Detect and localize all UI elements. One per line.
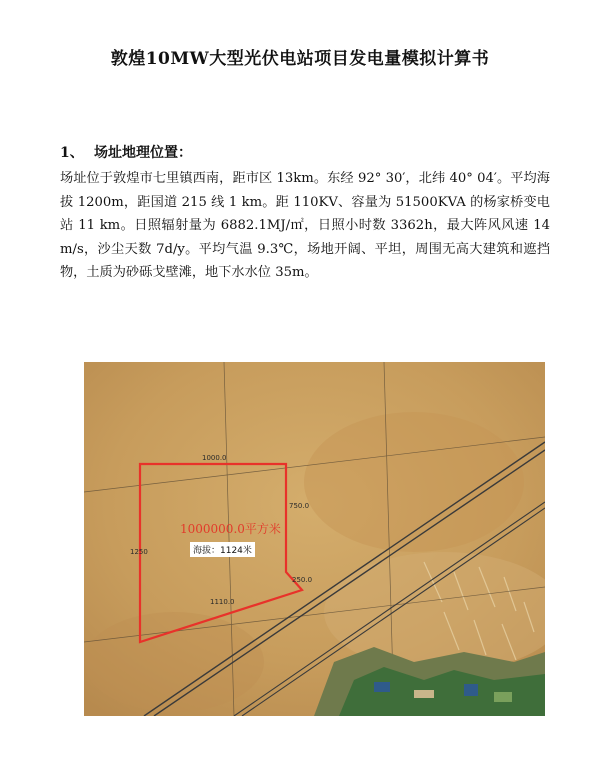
dimension-top: 1000.0	[202, 454, 227, 462]
page-title: 敦煌10MW大型光伏电站项目发电量模拟计算书	[110, 49, 490, 69]
site-description-paragraph: 场址位于敦煌市七里镇西南，距市区 13km。东经 92° 30′，北纬 40° 04′。平均海拔 1200m，距国道 215 线 1 km。距 110KV、容量为 51500KVA 的杨家桥变电站 11 km。日照辐射量为 6882.1MJ/㎡，日照小时数 3362h，最大阵风风速 14m/s，沙尘天数 7d/y。平均气温 9.3℃，场地开阔、平坦，周围无高大建筑和遮挡物，土质为砂砾戈壁滩，地下水水位 35m。	[60, 171, 550, 281]
terrain-patch	[84, 612, 264, 712]
dimension-left: 1250	[130, 548, 148, 556]
dimension-bottom: 1110.0	[210, 598, 235, 606]
site-map-drawing	[84, 362, 545, 716]
area-label: 1000000.0平方米	[180, 522, 281, 536]
section-number: 1、	[60, 145, 84, 161]
dimension-corner: 250.0	[292, 576, 313, 584]
elevation-label: 海拔：1124米	[190, 542, 255, 557]
section-title: 场址地理位置：	[94, 145, 192, 161]
section-heading	[60, 142, 192, 162]
site-map-image	[84, 362, 545, 716]
dimension-right: 750.0	[289, 502, 310, 510]
